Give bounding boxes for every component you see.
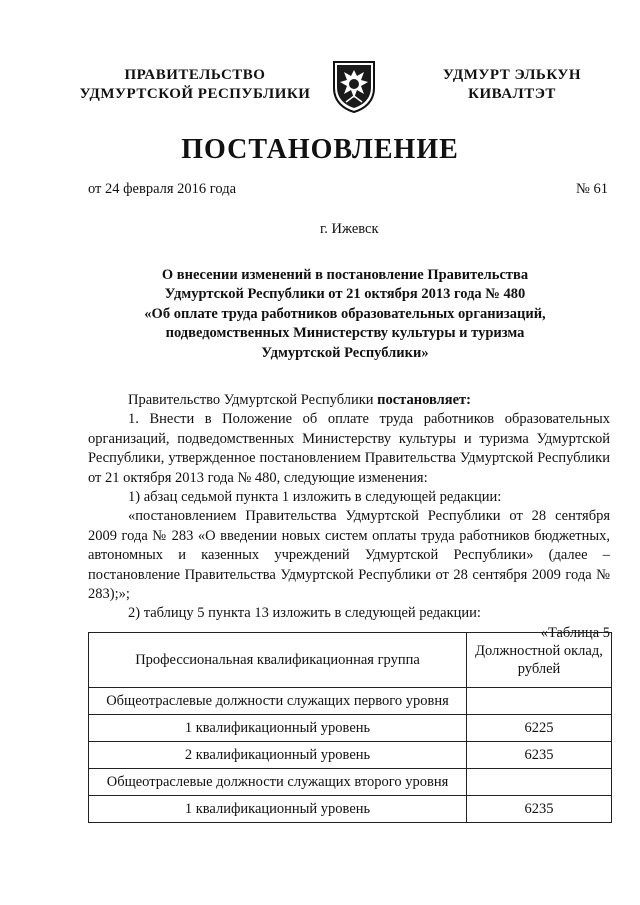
group-cell: Общеотраслевые должности служащих второго уровня xyxy=(89,769,467,796)
salary-table xyxy=(88,632,612,823)
salary-cell: 6235 xyxy=(467,796,612,823)
issuer-name-udmurt xyxy=(412,66,612,104)
table-row xyxy=(89,742,612,769)
subject-line: «Об оплате труда работников образовательных организаций, xyxy=(144,305,546,322)
group-cell: 2 квалификационный уровень xyxy=(89,742,467,769)
table-row xyxy=(89,796,612,823)
salary-cell xyxy=(467,688,612,715)
document-date: от 24 февраля 2016 года xyxy=(88,181,237,197)
intro-verb: постановляет: xyxy=(377,392,471,408)
group-cell: Общеотраслевые должности служащих первого уровня xyxy=(89,688,467,715)
subject-line: О внесении изменений в постановление Правительства xyxy=(161,267,529,283)
subject-line: подведомственных Министерству культуры и туризма xyxy=(165,325,525,342)
table-row xyxy=(89,715,612,742)
issuer-name-russian xyxy=(70,66,320,104)
column-header-group: Профессиональная квалификационная группа xyxy=(89,633,467,688)
table-header-row xyxy=(89,633,612,688)
document-city: г. Ижевск xyxy=(320,221,379,237)
salary-cell xyxy=(467,769,612,796)
group-cell: 1 квалификационный уровень xyxy=(89,715,467,742)
issuer-udm-line-1: УДМУРТ ЭЛЬКУН xyxy=(442,67,582,83)
paragraph-4: 2) таблицу 5 пункта 13 изложить в следующей редакции: xyxy=(128,605,481,622)
salary-header-line: рублей xyxy=(517,661,561,677)
issuer-udm-line-2: КИВАЛТЭТ xyxy=(468,86,556,102)
table-row xyxy=(89,769,612,796)
document-number: № 61 xyxy=(576,181,608,197)
paragraph-2: 1) абзац седьмой пункта 1 изложить в следующей редакции: xyxy=(128,489,502,506)
issuer-line-1: ПРАВИТЕЛЬСТВО xyxy=(124,67,266,83)
paragraph-3: «постановлением Правительства Удмуртской Республики от 28 сентября 2009 года № 283 «О введении новых систем оплаты труда работников бюджетных, автономных и казенных учреждений Удмуртской Республики» (далее – постановление Правительства Удмуртской Республики от 28 сентября 2009 года № 283);»; xyxy=(88,508,610,603)
document-subject xyxy=(110,266,580,363)
group-cell: 1 квалификационный уровень xyxy=(89,796,467,823)
intro-text: Правительство Удмуртской Республики xyxy=(128,392,378,408)
document-type: ПОСТАНОВЛЕНИЕ xyxy=(181,134,459,165)
salary-cell: 6235 xyxy=(467,742,612,769)
column-header-salary xyxy=(467,633,612,688)
issuer-line-2: УДМУРТСКОЙ РЕСПУБЛИКИ xyxy=(79,86,311,102)
subject-line: Удмуртской Республики» xyxy=(261,344,429,361)
table-caption: «Таблица 5 xyxy=(540,624,610,641)
paragraph-1: 1. Внести в Положение об оплате труда работников образовательных организаций, подведомственных Министерству культуры и туризма Удмуртской Республики, утвержденное постановлением Правительства Удмуртской Республики от 21 октября 2013 года № 480, следующие изменения: xyxy=(88,411,610,486)
resolution-intro xyxy=(88,391,610,410)
salary-header-line: Должностной оклад, xyxy=(475,643,603,659)
subject-line: Удмуртской Республики от 21 октября 2013 года № 480 xyxy=(164,286,526,303)
coat-of-arms-icon xyxy=(328,58,380,114)
document-body xyxy=(88,391,610,643)
table-row xyxy=(89,688,612,715)
salary-cell: 6225 xyxy=(467,715,612,742)
